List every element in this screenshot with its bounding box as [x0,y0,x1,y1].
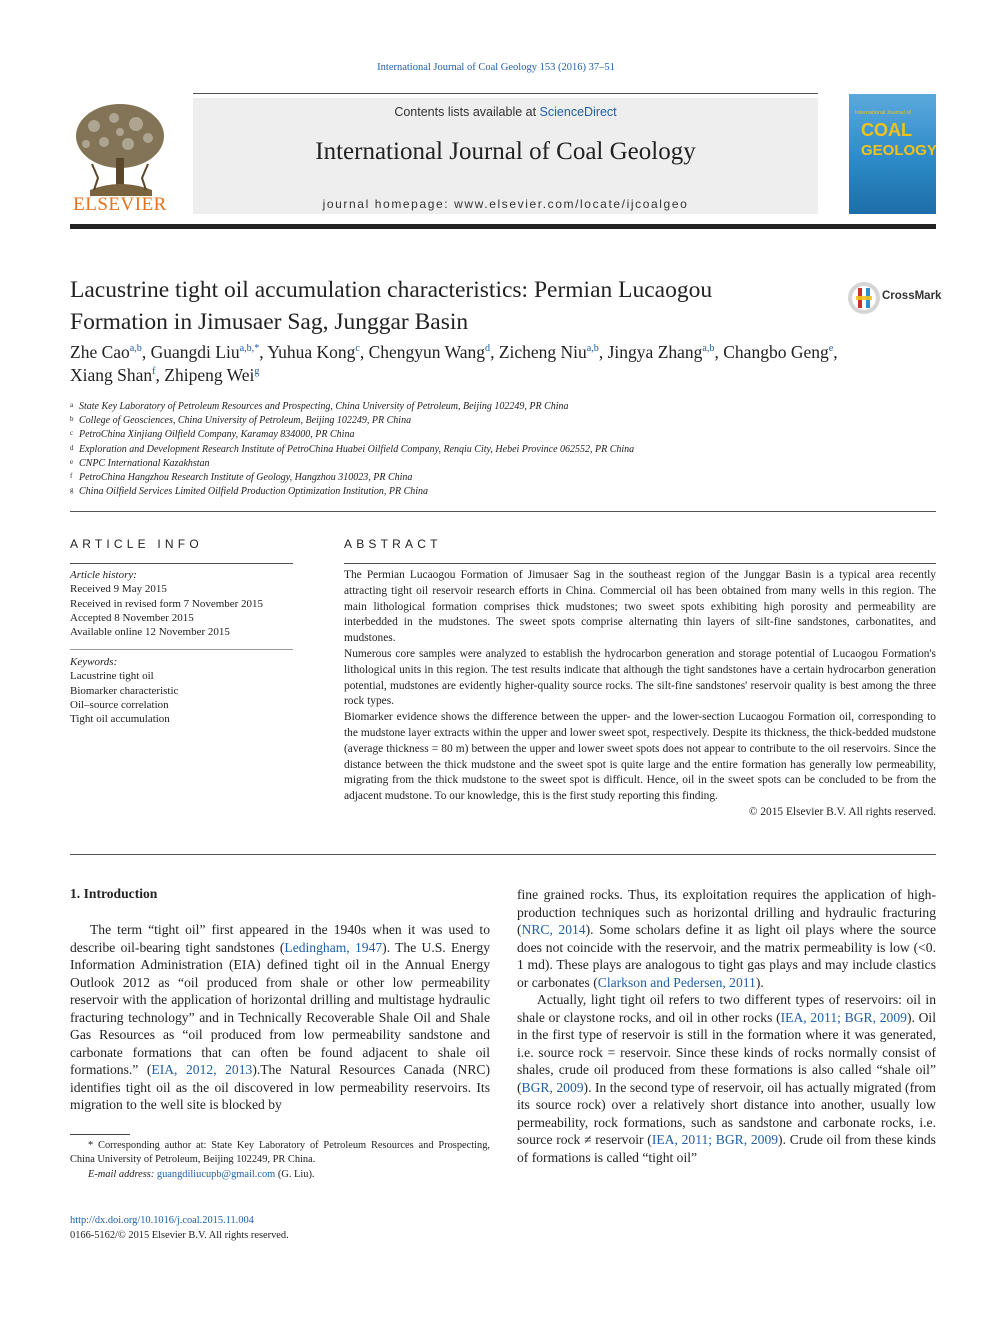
intro-paragraph: Actually, light tight oil refers to two different types of reservoirs: oil in shale or claystone rocks, and oil in other rocks (IEA, 2011; BGR, 2009). Oil in the first type of reservoir is still in the formation where it was generated, i.e. source rock = reservoir. Since these kinds of rocks normally consist of shales, crude oil produced from these formations is also called “shale oil” (BGR, 2009). In the second type of reservoir, oil has actually migrated (from its source rock) over a relatively short distance into another, usually low permeability, rock formations, such as sandstone and carbonate rocks, i.e. source rock ≠ reservoir (IEA, 2011; BGR, 2009). Crude oil from these kinds of formations is called “tight oil” [517,992,937,1165]
history-item: Accepted 8 November 2015 [70,611,194,624]
journal-cover-thumbnail[interactable] [849,94,936,214]
affiliation-divider [70,511,936,512]
affiliation: d Exploration and Development Research Institute of PetroChina Huabei Oilfield Company, Renqiu City, Hebei Province 062552, PR China [70,443,635,455]
citation-link[interactable]: IEA, 2011; BGR, 2009 [651,1132,779,1147]
abstract-paragraph: The Permian Lucaogou Formation of Jimusaer Sag in the southeast region of the Junggar Basin is a typical area recently attracting tight oil reservoir research efforts in China. Commercial oil has been obtained from many wells in this region. The main lithological formation comprises thick mudstones; two sweet spots exhibiting high porosity and permeability are interbedded in the mudstones. The sweet spots comprise alternating thin layers of silt-fine sandstones, carbonatites, and mudstones. [344,569,936,645]
author[interactable]: Zhe Cao$^{a,b}$, [70,342,151,362]
page-footer [70,1214,490,1243]
crossmark-icon [846,280,882,316]
abstract-divider [70,854,936,855]
intro-right-column [517,886,936,1166]
author[interactable]: Yuhua Kong$^c$, [267,342,369,362]
author[interactable]: Zhipeng Wei$^g$ [164,365,260,385]
abstract-heading: ABSTRACT [344,537,442,551]
history-label: Article history: [70,569,137,581]
author[interactable]: Chengyun Wang$^d$, [368,342,499,362]
affiliation: b College of Geosciences, China University of Petroleum, Beijing 102249, PR China [70,415,412,427]
abstract-paragraph: Numerous core samples were analyzed to establish the hydrocarbon generation and storage potential of Lucaogou Formation's lithological units in this region. The test results indicate that although the tight sandstones have a certain hydrocarbon generation potential, mudstones are evidently higher-quality source rocks. The silt-fine sandstones' reservoir quality is best among the three rock types. [344,647,936,708]
affiliation: c PetroChina Xinjiang Oilfield Company, Karamay 834000, PR China [70,429,355,441]
affiliation: f PetroChina Hangzhou Research Institute of Geology, Hangzhou 310023, PR China [70,472,413,484]
running-head[interactable]: International Journal of Coal Geology 153 (2016) 37–51 [377,62,615,73]
intro-left-column [70,921,490,1114]
citation-link[interactable]: BGR, 2009 [521,1079,584,1095]
journal-title[interactable]: International Journal of Coal Geology [315,138,696,165]
crossmark-label: CrossMark [882,290,942,302]
keyword: Lacustrine tight oil [70,670,154,683]
history-item: Received in revised form 7 November 2015 [70,597,264,610]
citation-link[interactable]: EIA, 2012, 2013 [151,1062,253,1077]
corresponding-author-footnote [70,1139,490,1182]
author[interactable]: Xiang Shan$^f$, [70,365,165,385]
abstract-rule [344,563,936,564]
author[interactable]: Changbo Geng$^e$, [723,342,838,362]
citation-link[interactable]: IEA, 2011; BGR, 2009 [780,1009,907,1025]
cover-subtitle: International Journal of [855,110,911,116]
article-title: Lacustrine tight oil accumulation characteristics: Permian Lucaogou Formation in Jimusaer Sag, Junggar Basin [70,277,713,335]
intro-paragraph: The term “tight oil” first appeared in the 1940s when it was used to describe oil-bearing tight sandstones (Ledingham, 1947). The U.S. Energy Information Administration (EIA) defined tight oil in the Annual Energy Outlook 2012 as “oil produced from shale or other low permeability reservoir with the application of horizontal drilling and multistage hydraulic fracturing technology” and in Technically Recoverable Shale Oil and Shale Gas Resources as “oil produced from low permeability sandstone and carbonate formations that can often be found adjacent to shale oil formations.” (EIA, 2012, 2013).The Natural Resources Canada (NRC) identifies tight oil as the oil discovered in low permeability reservoirs. Its migration to the well site is blocked by [70,922,490,1112]
abstract-paragraph: Biomarker evidence shows the difference between the upper- and the lower-section Lucaogou Formation oil, corresponding to the mudstone layer extracts within the upper and lower sweet spot, respectively. Despite its thickness, the thick-bedded mudstone (average thickness = 80 m) between the upper and lower sweet spots does not appear to contribute to the oil reservoirs. Since the distance between the thick mudstone and the sweet spot is quite large and the entire formation has generally low permeability, migrating from the thick mudstone to the sweet spot is difficult. Hence, oil in the sweet spots can be concluded to be from the adjacent mudstone. To our knowledge, this is the first study reporting this finding. [344,711,936,803]
crossmark-badge[interactable] [846,280,941,316]
header-bottom-rule [70,224,936,229]
abstract-body [344,568,936,821]
cover-title-geology: GEOLOGY [861,142,937,159]
keywords [70,655,293,726]
elsevier-wordmark: ELSEVIER [73,194,167,215]
affiliation: e CNPC International Kazakhstan [70,457,210,469]
keyword: Oil–source correlation [70,698,169,711]
affiliation: a State Key Laboratory of Petroleum Resources and Prospecting, China University of Petroleum, Beijing 102249, PR China [70,401,569,412]
keywords-label: Keywords: [70,656,118,668]
keyword: Tight oil accumulation [70,713,170,726]
email-note: E-mail address: guangdiliucupb@gmail.com (G. Liu). [88,1168,315,1180]
history-item: Available online 12 November 2015 [70,626,230,639]
keywords-rule [70,649,293,650]
issn-line: 0166-5162/© 2015 Elsevier B.V. All rights reserved. [70,1229,289,1241]
abstract-copyright: © 2015 Elsevier B.V. All rights reserved. [748,805,936,818]
contents-line [193,105,818,119]
section-heading-introduction: 1. Introduction [70,886,158,901]
article-info-heading: ARTICLE INFO [70,537,203,551]
contents-prefix: Contents lists available at [394,105,540,119]
cover-title-coal: COAL [861,120,912,140]
affiliation: g China Oilfield Services Limited Oilfield Production Optimization Institution, PR China [70,486,429,498]
author[interactable]: Jingya Zhang$^{a,b}$, [607,342,724,362]
keyword: Biomarker characteristic [70,684,179,697]
journal-homepage[interactable]: journal homepage: www.elsevier.com/locate/ijcoalgeo [322,197,689,211]
corresponding-note: * Corresponding author at: State Key Laboratory of Petroleum Resources and Prospecting, China University of Petroleum, Beijing 102249, PR China. [70,1140,490,1166]
author[interactable]: Zicheng Niu$^{a,b}$, [498,342,608,362]
header-top-rule [193,93,818,94]
citation-link[interactable]: Clarkson and Pedersen, 2011 [597,974,756,990]
citation-link[interactable]: NRC, 2014 [521,922,586,937]
elsevier-logo[interactable] [70,98,170,214]
sciencedirect-link[interactable]: ScienceDirect [539,105,617,119]
author[interactable]: Guangdi Liu$^{a,b,*}$, [150,342,268,362]
article-info-rule [70,563,293,564]
citation-link[interactable]: Ledingham, 1947 [284,939,383,955]
email-link[interactable]: guangdiliucupb@gmail.com [156,1168,276,1180]
history-item: Received 9 May 2015 [70,583,167,596]
affiliation-list [70,400,930,499]
article-history [70,568,293,639]
footnote-rule [70,1134,130,1135]
author-list [70,341,950,387]
intro-paragraph: fine grained rocks. Thus, its exploitation requires the application of high-production techniques such as horizontal drilling and hydraulic fracturing (NRC, 2014). Some scholars define it as light oil plays where the source does not coincide with the reservoir, and the matrix permeability is low (<0. 1 md). These plays are analogous to tight gas plays and may include clastics or carbonates (Clarkson and Pedersen, 2011). [517,887,937,990]
doi-link[interactable]: http://dx.doi.org/10.1016/j.coal.2015.11.004 [70,1215,254,1226]
